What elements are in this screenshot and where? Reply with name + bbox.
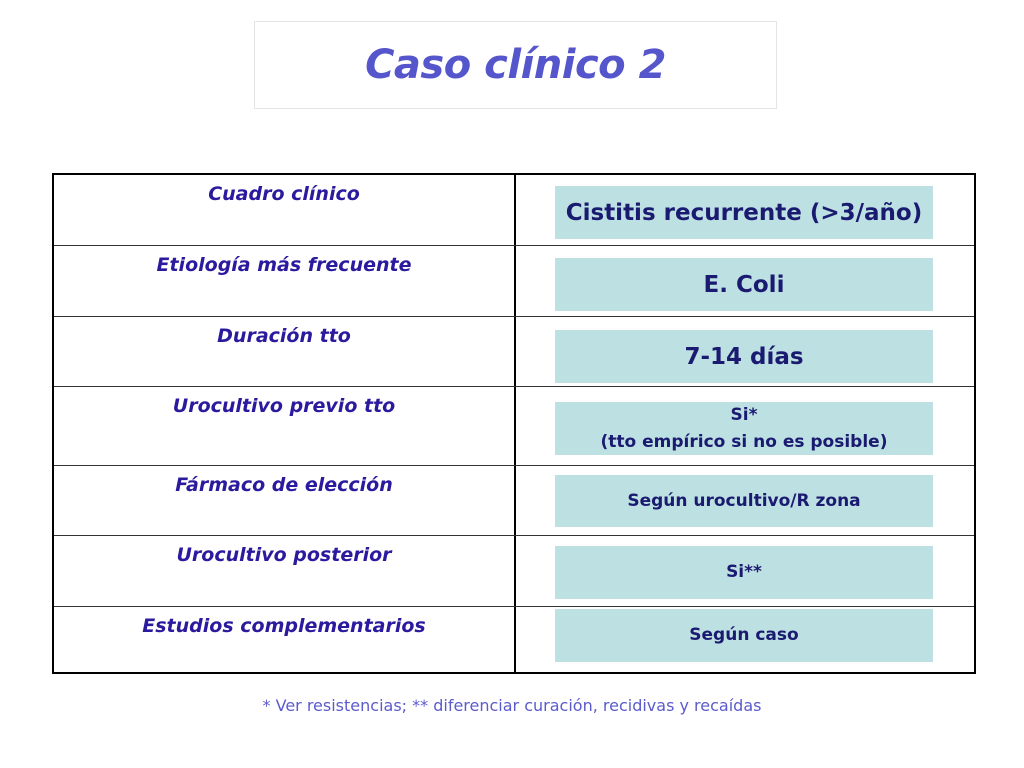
footnote: * Ver resistencias; ** diferenciar curación, recidivas y recaídas bbox=[262, 696, 762, 715]
row-value: Según caso bbox=[689, 625, 799, 645]
row-value-box bbox=[555, 475, 933, 527]
row-value: E. Coli bbox=[703, 271, 785, 298]
table-row bbox=[54, 536, 974, 607]
row-value-box bbox=[555, 258, 933, 311]
row-value: Según urocultivo/R zona bbox=[627, 490, 861, 511]
clinical-case-table bbox=[52, 173, 976, 674]
row-value: 7-14 días bbox=[684, 343, 804, 370]
row-label: Fármaco de elección bbox=[175, 474, 393, 496]
row-label: Duración tto bbox=[217, 325, 351, 347]
row-value-note: (tto empírico si no es posible) bbox=[600, 431, 888, 452]
row-value: Si** bbox=[726, 562, 762, 582]
row-value-box bbox=[555, 402, 933, 455]
table-row bbox=[54, 466, 974, 536]
slide-title: Caso clínico 2 bbox=[365, 42, 666, 88]
title-box bbox=[254, 21, 777, 109]
row-label: Estudios complementarios bbox=[142, 615, 426, 637]
row-value: Cistitis recurrente (>3/año) bbox=[565, 199, 923, 226]
row-value-box bbox=[555, 546, 933, 599]
row-value-box bbox=[555, 609, 933, 662]
table-row bbox=[54, 175, 974, 246]
table-row bbox=[54, 607, 974, 672]
row-value-box bbox=[555, 330, 933, 383]
row-value-box bbox=[555, 186, 933, 239]
row-label: Cuadro clínico bbox=[208, 183, 360, 205]
table-row bbox=[54, 387, 974, 466]
row-value: Si* bbox=[730, 404, 758, 425]
table-row bbox=[54, 317, 974, 387]
row-label: Urocultivo previo tto bbox=[172, 395, 396, 417]
row-label: Etiología más frecuente bbox=[156, 254, 412, 276]
table-row bbox=[54, 246, 974, 317]
row-label: Urocultivo posterior bbox=[176, 544, 392, 566]
